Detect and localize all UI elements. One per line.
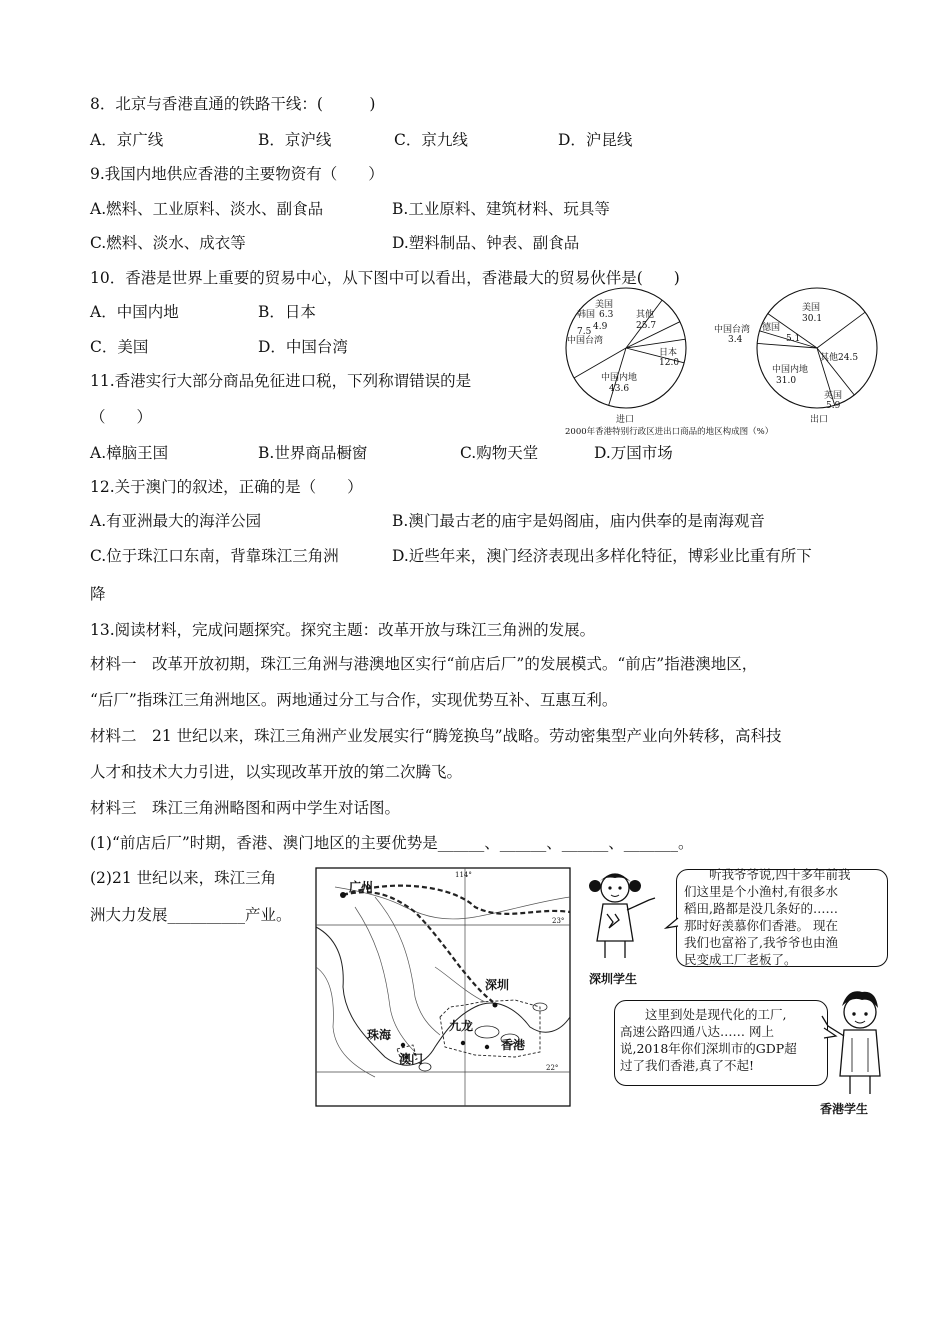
hongkong-marker xyxy=(485,1045,489,1049)
export-label-other: 其他24.5 xyxy=(820,353,859,363)
q11-paren: （ ） xyxy=(90,408,153,426)
q12-option-d-cont: 降 xyxy=(90,585,106,603)
import-value-taiwan: 7.5 xyxy=(577,327,592,337)
q10-option-a: A．中国内地 xyxy=(90,303,179,321)
q12-stem: 12.关于澳门的叙述，正确的是（ ） xyxy=(90,478,363,496)
hongkong-dialogue-text: 这里到处是现代化的工厂, 高速公路四通八达…… 网上 说,2018年你们深圳市的GDP超 过了我们香港,真了不起! xyxy=(620,1007,797,1073)
boy-body xyxy=(840,1030,880,1076)
export-value-germany: 5.1 xyxy=(786,334,801,344)
q10-option-b: B．日本 xyxy=(258,303,316,321)
girl-legs xyxy=(605,941,625,958)
q13-material2-a: 材料二 21 世纪以来，珠江三角洲产业发展实行“腾笼换鸟”战略。劳动密集型产业向外转移，高科技 xyxy=(90,727,782,745)
import-label-japan: 日本 xyxy=(659,348,678,358)
q11-option-d: D.万国市场 xyxy=(594,444,673,462)
q11-option-b: B.世界商品橱窗 xyxy=(258,444,368,462)
export-value-uk: 5.9 xyxy=(826,401,841,411)
import-value-other: 25.7 xyxy=(636,321,657,331)
shenzhen-label: 深圳 xyxy=(485,978,510,992)
import-value-japan: 12.0 xyxy=(659,358,680,368)
q8-option-a: A．京广线 xyxy=(90,131,164,149)
shenzhen-student-label: 深圳学生 xyxy=(589,972,638,986)
macau-label: 澳门 xyxy=(399,1052,424,1066)
girl-pigtail-left xyxy=(589,880,601,892)
import-label-taiwan: 中国台湾 xyxy=(567,336,604,346)
q13-part2-b: 洲大力发展__________产业。 xyxy=(90,906,292,924)
q12-option-b: B.澳门最古老的庙宇是妈阁庙，庙内供奉的是南海观音 xyxy=(392,512,765,530)
q10-option-d: D．中国台湾 xyxy=(258,338,348,356)
import-label-korea: 韩国 xyxy=(577,310,596,320)
girl-pigtail-right xyxy=(629,880,641,892)
girl-eye-right xyxy=(618,886,621,889)
trade-pie-charts xyxy=(558,286,908,446)
q8-stem: 8．北京与香港直通的铁路干线：( ) xyxy=(90,95,376,113)
import-label-other: 其他 xyxy=(636,310,655,320)
import-label-usa: 美国 xyxy=(595,300,614,310)
lon-114-label: 114° xyxy=(455,871,472,879)
q13-part2-a: (2)21 世纪以来，珠江三角 xyxy=(90,869,277,887)
lat-23-label: 23° xyxy=(552,917,565,925)
q9-option-b: B.工业原料、建筑材料、玩具等 xyxy=(392,200,610,218)
boy-eye-left xyxy=(852,1012,855,1015)
export-title: 出口 xyxy=(810,415,829,425)
import-value-usa: 6.3 xyxy=(599,310,614,320)
q11-option-c: C.购物天堂 xyxy=(460,444,539,462)
q13-material1-a: 材料一 改革开放初期，珠江三角洲与港澳地区实行“前店后厂”的发展模式。“前店”指港澳地区， xyxy=(90,655,758,673)
girl-eye-left xyxy=(608,886,611,889)
hongkong-label: 香港 xyxy=(501,1038,526,1052)
export-label-usa: 美国 xyxy=(802,303,821,313)
export-label-uk: 英国 xyxy=(824,391,843,401)
guangzhou-marker xyxy=(340,892,346,898)
kowloon-label: 九龙 xyxy=(449,1019,474,1033)
q10-option-c: C．美国 xyxy=(90,338,149,356)
hongkong-student-figure xyxy=(818,986,898,1098)
map-frame xyxy=(316,868,570,1106)
export-label-taiwan: 中国台湾 xyxy=(714,325,751,335)
boy-legs xyxy=(850,1076,870,1094)
boy-arm-raised xyxy=(822,1016,844,1036)
export-value-mainland: 31.0 xyxy=(776,376,797,386)
girl-arm-pointing xyxy=(627,898,655,910)
q12-option-a: A.有亚洲最大的海洋公园 xyxy=(90,512,262,530)
q11-option-a: A.樟脑王国 xyxy=(90,444,169,462)
macau-marker xyxy=(401,1043,405,1047)
q12-option-c: C.位于珠江口东南，背靠珠江三角洲 xyxy=(90,547,339,565)
q8-option-c: C．京九线 xyxy=(394,131,468,149)
q13-material2-b: 人才和技术大力引进，以实现改革开放的第二次腾飞。 xyxy=(90,763,463,781)
export-label-germany: 德国 xyxy=(762,323,781,333)
q9-option-d: D.塑料制品、钟表、副食品 xyxy=(392,234,580,252)
export-value-usa: 30.1 xyxy=(802,314,823,324)
import-value-mainland: 43.6 xyxy=(609,384,630,394)
q10-stem: 10．香港是世界上重要的贸易中心，从下图中可以看出，香港最大的贸易伙伴是( ) xyxy=(90,269,680,287)
kowloon-marker xyxy=(461,1041,465,1045)
pearl-river-delta-map xyxy=(315,867,571,1107)
boy-eye-right xyxy=(864,1012,867,1015)
q12-option-d: D.近些年来，澳门经济表现出多样化特征，博彩业比重有所下 xyxy=(392,547,812,565)
import-label-mainland: 中国内地 xyxy=(601,373,638,383)
q13-material1-b: “后厂”指珠江三角洲地区。两地通过分工与合作，实现优势互补、互惠互利。 xyxy=(90,691,618,709)
zhuhai-label: 珠海 xyxy=(367,1028,392,1042)
import-value-korea: 4.9 xyxy=(593,322,608,332)
guangzhou-label: 广州 xyxy=(349,880,374,894)
shenzhen-bubble-tail xyxy=(664,916,680,932)
q9-option-c: C.燃料、淡水、成衣等 xyxy=(90,234,246,252)
q9-stem: 9.我国内地供应香港的主要物资有（ ） xyxy=(90,165,384,183)
shenzhen-dialogue-text: 听我爷爷说,四十多年前我 们这里是个小渔村,有很多水 稻田,路都是没几条好的…… 那时好羡慕你们香港。 现在 我们也富裕了,我爷爷也由渔 民变成工厂老板了。 xyxy=(684,867,851,967)
export-label-mainland: 中国内地 xyxy=(772,365,809,375)
q13-stem: 13.阅读材料，完成问题探究。探究主题：改革开放与珠江三角洲的发展。 xyxy=(90,621,596,639)
q13-material3: 材料三 珠江三角洲略图和两中学生对话图。 xyxy=(90,799,401,817)
q8-option-d: D．沪昆线 xyxy=(558,131,633,149)
export-value-taiwan: 3.4 xyxy=(728,335,743,345)
shenzhen-marker xyxy=(493,1003,498,1008)
q8-option-b: B．京沪线 xyxy=(258,131,332,149)
chart-caption: 2000年香港特别行政区进出口商品的地区构成图（%） xyxy=(565,427,774,437)
q11-stem: 11.香港实行大部分商品免征进口税，下列称谓错误的是 xyxy=(90,372,472,390)
lat-22-label: 22° xyxy=(546,1064,559,1072)
import-title: 进口 xyxy=(616,415,635,425)
hongkong-student-label: 香港学生 xyxy=(820,1102,869,1116)
q13-part1: (1)“前店后厂”时期，香港、澳门地区的主要优势是______、______、______、_______。 xyxy=(90,834,694,852)
q9-option-a: A.燃料、工业原料、淡水、副食品 xyxy=(90,200,324,218)
